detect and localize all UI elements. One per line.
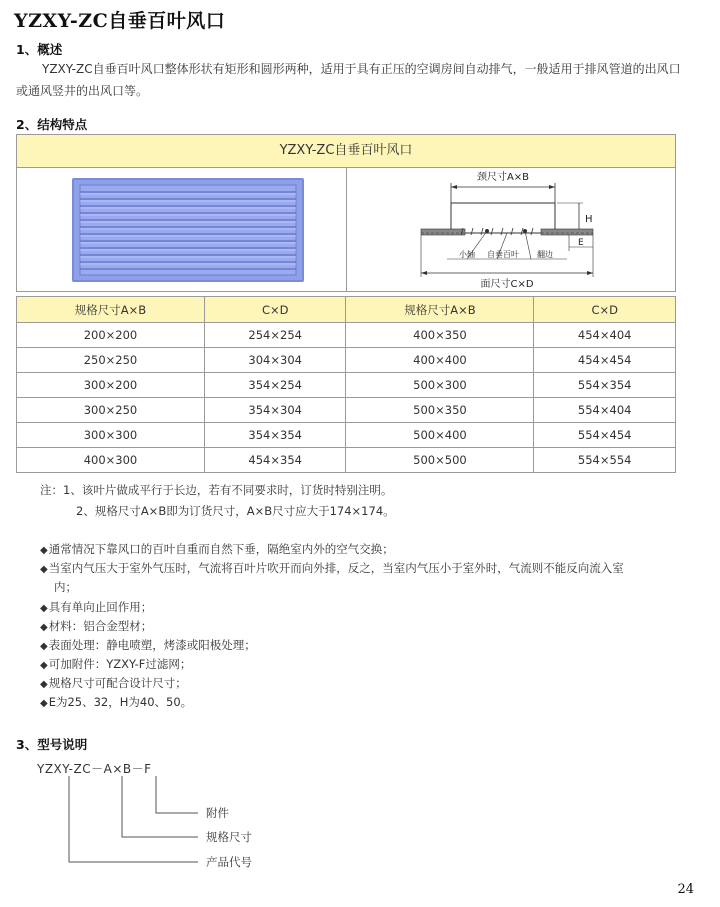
label-flange: 翻边 xyxy=(537,250,553,259)
label-blade: 自垂百叶 xyxy=(487,250,519,259)
bullet-item: ◆通常情况下靠风口的百叶自重而自然下垂，隔绝室内外的空气交换； xyxy=(40,542,394,556)
dim-label-h: H xyxy=(585,214,593,225)
diamond-bullet-icon: ◆ xyxy=(40,641,48,652)
table-cell: 454×354 xyxy=(204,448,346,473)
bullet-continuation: 内； xyxy=(54,580,77,594)
table-cell: 454×454 xyxy=(534,348,676,373)
overview-paragraph: YZXY-ZC自垂百叶风口整体形状有矩形和圆形两种，适用于具有正压的空调房间自动排气，一般适用于排风管道的出风口或通风竖井的出风口等。 xyxy=(16,62,681,98)
structure-figure xyxy=(16,134,676,292)
table-cell: 454×404 xyxy=(534,323,676,348)
table-cell: 554×404 xyxy=(534,398,676,423)
bullet-item: ◆可加附件：YZXY-F过滤网； xyxy=(40,657,192,671)
section-heading-overview: 1、概述 xyxy=(16,42,63,57)
louver-photo xyxy=(72,178,304,282)
diamond-bullet-icon: ◆ xyxy=(40,622,48,633)
table-row xyxy=(17,398,676,423)
model-label-size: 规格尺寸 xyxy=(206,830,252,844)
diamond-bullet-icon: ◆ xyxy=(40,698,48,709)
section-heading-model: 3、型号说明 xyxy=(16,737,88,752)
table-cell: 254×254 xyxy=(204,323,346,348)
table-row xyxy=(17,348,676,373)
diamond-bullet-icon: ◆ xyxy=(40,564,48,575)
table-cell: 354×304 xyxy=(204,398,346,423)
bullet-item: ◆规格尺寸可配合设计尺寸； xyxy=(40,676,187,690)
section-heading-structure: 2、结构特点 xyxy=(16,117,88,132)
section-diagram xyxy=(347,167,676,292)
table-cell: 400×350 xyxy=(346,323,534,348)
table-cell: 304×304 xyxy=(204,348,346,373)
model-bracket-lines xyxy=(60,776,220,868)
table-row xyxy=(17,323,676,348)
table-cell: 554×454 xyxy=(534,423,676,448)
diamond-bullet-icon: ◆ xyxy=(40,679,48,690)
dim-label-e: E xyxy=(578,238,584,248)
table-header-cell: 规格尺寸A×B xyxy=(346,297,534,323)
table-cell: 300×300 xyxy=(17,423,205,448)
note-prefix: 注： xyxy=(40,483,63,497)
diamond-bullet-icon: ◆ xyxy=(40,603,48,614)
table-header-cell: C×D xyxy=(534,297,676,323)
table-cell: 500×350 xyxy=(346,398,534,423)
table-cell: 300×250 xyxy=(17,398,205,423)
bullet-item: ◆材料：铝合金型材； xyxy=(40,619,153,633)
bullet-item: ◆具有单向止回作用； xyxy=(40,600,153,614)
table-row xyxy=(17,423,676,448)
table-cell: 250×250 xyxy=(17,348,205,373)
dim-label-face: 面尺寸C×D xyxy=(480,279,534,290)
table-cell: 500×400 xyxy=(346,423,534,448)
table-row xyxy=(17,373,676,398)
diamond-bullet-icon: ◆ xyxy=(40,660,48,671)
bullet-item: ◆表面处理：静电喷塑，烤漆或阳极处理； xyxy=(40,638,256,652)
table-header-cell: C×D xyxy=(204,297,346,323)
table-row xyxy=(17,448,676,473)
table-cell: 200×200 xyxy=(17,323,205,348)
table-cell: 400×400 xyxy=(346,348,534,373)
table-cell: 300×200 xyxy=(17,373,205,398)
bullet-item: ◆E为25、32，H为40、50。 xyxy=(40,695,193,709)
note-2-text: 2、规格尺寸A×B即为订货尺寸，A×B尺寸应大于174×174。 xyxy=(76,504,395,518)
table-cell: 500×500 xyxy=(346,448,534,473)
model-code: YZXY-ZC－A×B－F xyxy=(37,762,152,776)
page-number: 24 xyxy=(677,882,694,897)
note-line-1 xyxy=(40,482,392,498)
figure-title: YZXY-ZC自垂百叶风口 xyxy=(17,135,675,168)
diamond-bullet-icon: ◆ xyxy=(40,545,48,556)
model-label-product-code: 产品代号 xyxy=(206,855,252,869)
table-cell: 500×300 xyxy=(346,373,534,398)
table-cell: 554×354 xyxy=(534,373,676,398)
table-cell: 400×300 xyxy=(17,448,205,473)
table-cell: 354×354 xyxy=(204,423,346,448)
spec-table xyxy=(16,296,676,473)
table-cell: 554×554 xyxy=(534,448,676,473)
dim-label-neck: 颈尺寸A×B xyxy=(476,172,530,183)
page-title: YZXY-ZC自垂百叶风口 xyxy=(14,10,226,32)
table-header-row xyxy=(17,297,676,323)
table-header-cell: 规格尺寸A×B xyxy=(17,297,205,323)
label-shaft: 小轴 xyxy=(459,250,475,259)
model-label-accessory: 附件 xyxy=(206,806,229,820)
bullet-item: ◆当室内气压大于室外气压时，气流将百叶片吹开而向外排，反之，当室内气压小于室外时，气流则不能反向流入室 xyxy=(40,561,624,575)
table-cell: 354×254 xyxy=(204,373,346,398)
note-1-text: 1、该叶片做成平行于长边，若有不同要求时，订货时特别注明。 xyxy=(63,483,393,497)
